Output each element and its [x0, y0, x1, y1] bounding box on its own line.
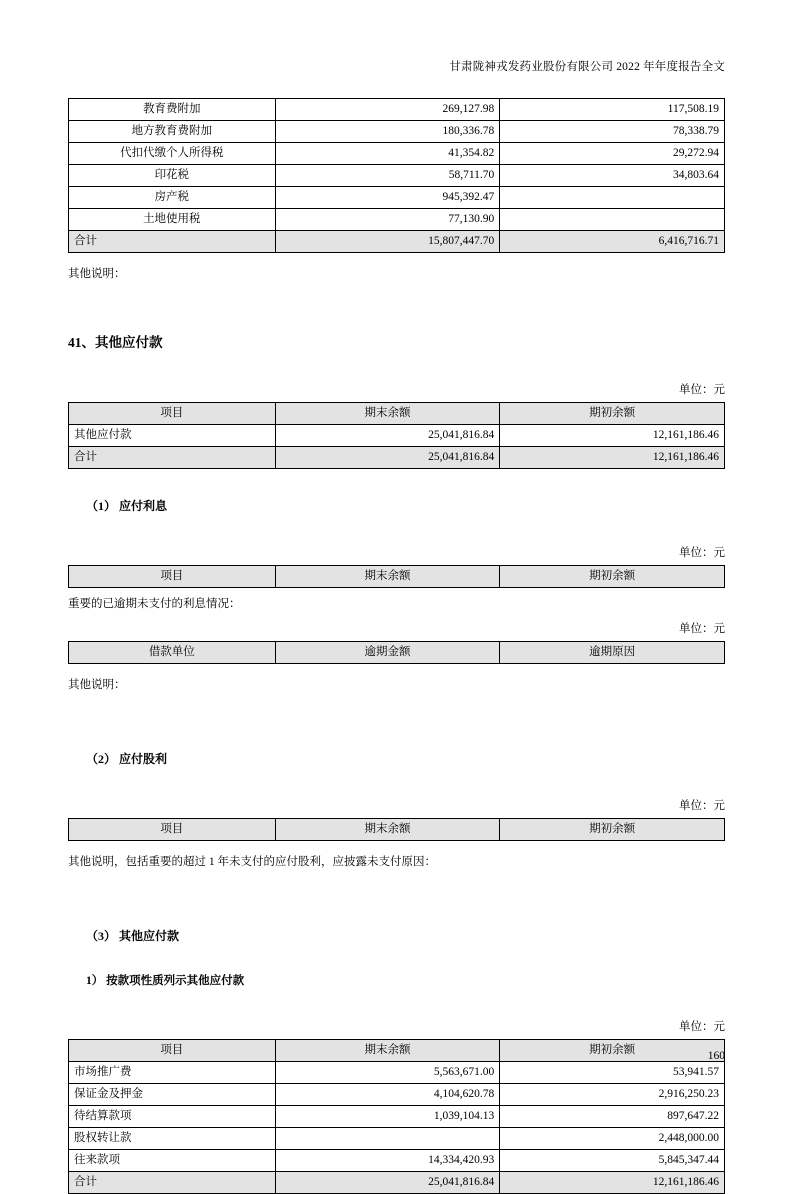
subsection-title-2: （2） 应付股利	[86, 752, 168, 766]
col-header-begin: 期初余额	[500, 566, 725, 588]
row-label: 市场推广费	[69, 1062, 276, 1084]
overdue-interest-note: 重要的已逾期未支付的利息情况：	[68, 598, 241, 610]
col-header-borrower: 借款单位	[69, 642, 276, 664]
row-end: 4,104,620.78	[275, 1084, 500, 1106]
table-header-row	[69, 642, 725, 664]
table-total-row	[69, 231, 725, 253]
page-header: 甘肃陇神戎发药业股份有限公司 2022 年年度报告全文	[449, 61, 725, 73]
unit-label-sub1: 单位：元	[679, 547, 725, 559]
table-header-row	[69, 403, 725, 425]
section-title-41: 41、其他应付款	[68, 335, 163, 350]
table-total-row	[69, 1172, 725, 1194]
row-begin: 2,916,250.23	[500, 1084, 725, 1106]
tax-row-begin: 34,803.64	[500, 165, 725, 187]
tax-row-begin	[500, 187, 725, 209]
tax-row-end: 58,711.70	[275, 165, 500, 187]
table-row	[69, 209, 725, 231]
table-row	[69, 143, 725, 165]
table-row	[69, 165, 725, 187]
tax-row-label: 地方教育费附加	[69, 121, 276, 143]
col-header-item: 项目	[69, 566, 276, 588]
col-header-begin: 期初余额	[500, 819, 725, 841]
tax-payable-table	[68, 98, 725, 253]
col-header-end: 期末余额	[275, 566, 500, 588]
tax-row-begin	[500, 209, 725, 231]
tax-row-label: 教育费附加	[69, 99, 276, 121]
table-row	[69, 1150, 725, 1172]
tax-row-begin: 117,508.19	[500, 99, 725, 121]
table-row	[69, 1106, 725, 1128]
tax-other-note: 其他说明：	[68, 268, 126, 280]
subsection-title-1: （1） 应付利息	[86, 499, 168, 513]
interest-payable-table	[68, 565, 725, 588]
other-payables-by-nature-table	[68, 1039, 725, 1194]
col-header-begin: 期初余额	[500, 403, 725, 425]
row-begin: 53,941.57	[500, 1062, 725, 1084]
row-end: 25,041,816.84	[275, 425, 500, 447]
row-end	[275, 1128, 500, 1150]
total-end: 25,041,816.84	[275, 1172, 500, 1194]
table-row	[69, 1084, 725, 1106]
table-total-row	[69, 447, 725, 469]
tax-row-end: 269,127.98	[275, 99, 500, 121]
table-row	[69, 1128, 725, 1150]
tax-row-end: 180,336.78	[275, 121, 500, 143]
tax-row-label: 房产税	[69, 187, 276, 209]
sub2-other-note: 其他说明，包括重要的超过 1 年未支付的应付股利，应披露未支付原因：	[68, 856, 436, 868]
row-label: 股权转让款	[69, 1128, 276, 1150]
total-label: 合计	[69, 447, 276, 469]
table-header-row	[69, 1040, 725, 1062]
row-end: 14,334,420.93	[275, 1150, 500, 1172]
tax-row-end: 41,354.82	[275, 143, 500, 165]
dividends-payable-table	[68, 818, 725, 841]
table-row	[69, 1062, 725, 1084]
table-row	[69, 99, 725, 121]
col-header-begin: 期初余额	[500, 1040, 725, 1062]
col-header-end: 期末余额	[275, 403, 500, 425]
row-label: 待结算款项	[69, 1106, 276, 1128]
total-label: 合计	[69, 1172, 276, 1194]
page-number: 160	[707, 1050, 725, 1062]
tax-total-begin: 6,416,716.71	[500, 231, 725, 253]
unit-label-41: 单位：元	[679, 384, 725, 396]
unit-label-sub1b: 单位：元	[679, 623, 725, 635]
col-header-amount: 逾期金额	[275, 642, 500, 664]
table-row	[69, 425, 725, 447]
col-header-item: 项目	[69, 1040, 276, 1062]
row-begin: 897,647.22	[500, 1106, 725, 1128]
row-label: 保证金及押金	[69, 1084, 276, 1106]
col-header-item: 项目	[69, 403, 276, 425]
row-end: 5,563,671.00	[275, 1062, 500, 1084]
col-header-end: 期末余额	[275, 1040, 500, 1062]
tax-row-end: 945,392.47	[275, 187, 500, 209]
total-begin: 12,161,186.46	[500, 447, 725, 469]
col-header-item: 项目	[69, 819, 276, 841]
subsection-title-3: （3） 其他应付款	[86, 929, 180, 943]
unit-label-sub2: 单位：元	[679, 800, 725, 812]
table-row	[69, 187, 725, 209]
row-label: 往来款项	[69, 1150, 276, 1172]
total-end: 25,041,816.84	[275, 447, 500, 469]
table-row	[69, 121, 725, 143]
row-label: 其他应付款	[69, 425, 276, 447]
other-payables-table	[68, 402, 725, 469]
subsection-item-title-1: 1） 按款项性质列示其他应付款	[86, 975, 245, 987]
row-begin: 2,448,000.00	[500, 1128, 725, 1150]
tax-total-label: 合计	[69, 231, 276, 253]
tax-row-begin: 78,338.79	[500, 121, 725, 143]
overdue-interest-table	[68, 641, 725, 664]
row-end: 1,039,104.13	[275, 1106, 500, 1128]
table-header-row	[69, 819, 725, 841]
tax-row-label: 代扣代缴个人所得税	[69, 143, 276, 165]
col-header-reason: 逾期原因	[500, 642, 725, 664]
sub1-other-note: 其他说明：	[68, 679, 126, 691]
row-begin: 5,845,347.44	[500, 1150, 725, 1172]
col-header-end: 期末余额	[275, 819, 500, 841]
row-begin: 12,161,186.46	[500, 425, 725, 447]
tax-row-label: 印花税	[69, 165, 276, 187]
tax-row-begin: 29,272.94	[500, 143, 725, 165]
unit-label-sub3: 单位：元	[679, 1021, 725, 1033]
total-begin: 12,161,186.46	[500, 1172, 725, 1194]
tax-row-label: 土地使用税	[69, 209, 276, 231]
tax-total-end: 15,807,447.70	[275, 231, 500, 253]
table-header-row	[69, 566, 725, 588]
tax-row-end: 77,130.90	[275, 209, 500, 231]
